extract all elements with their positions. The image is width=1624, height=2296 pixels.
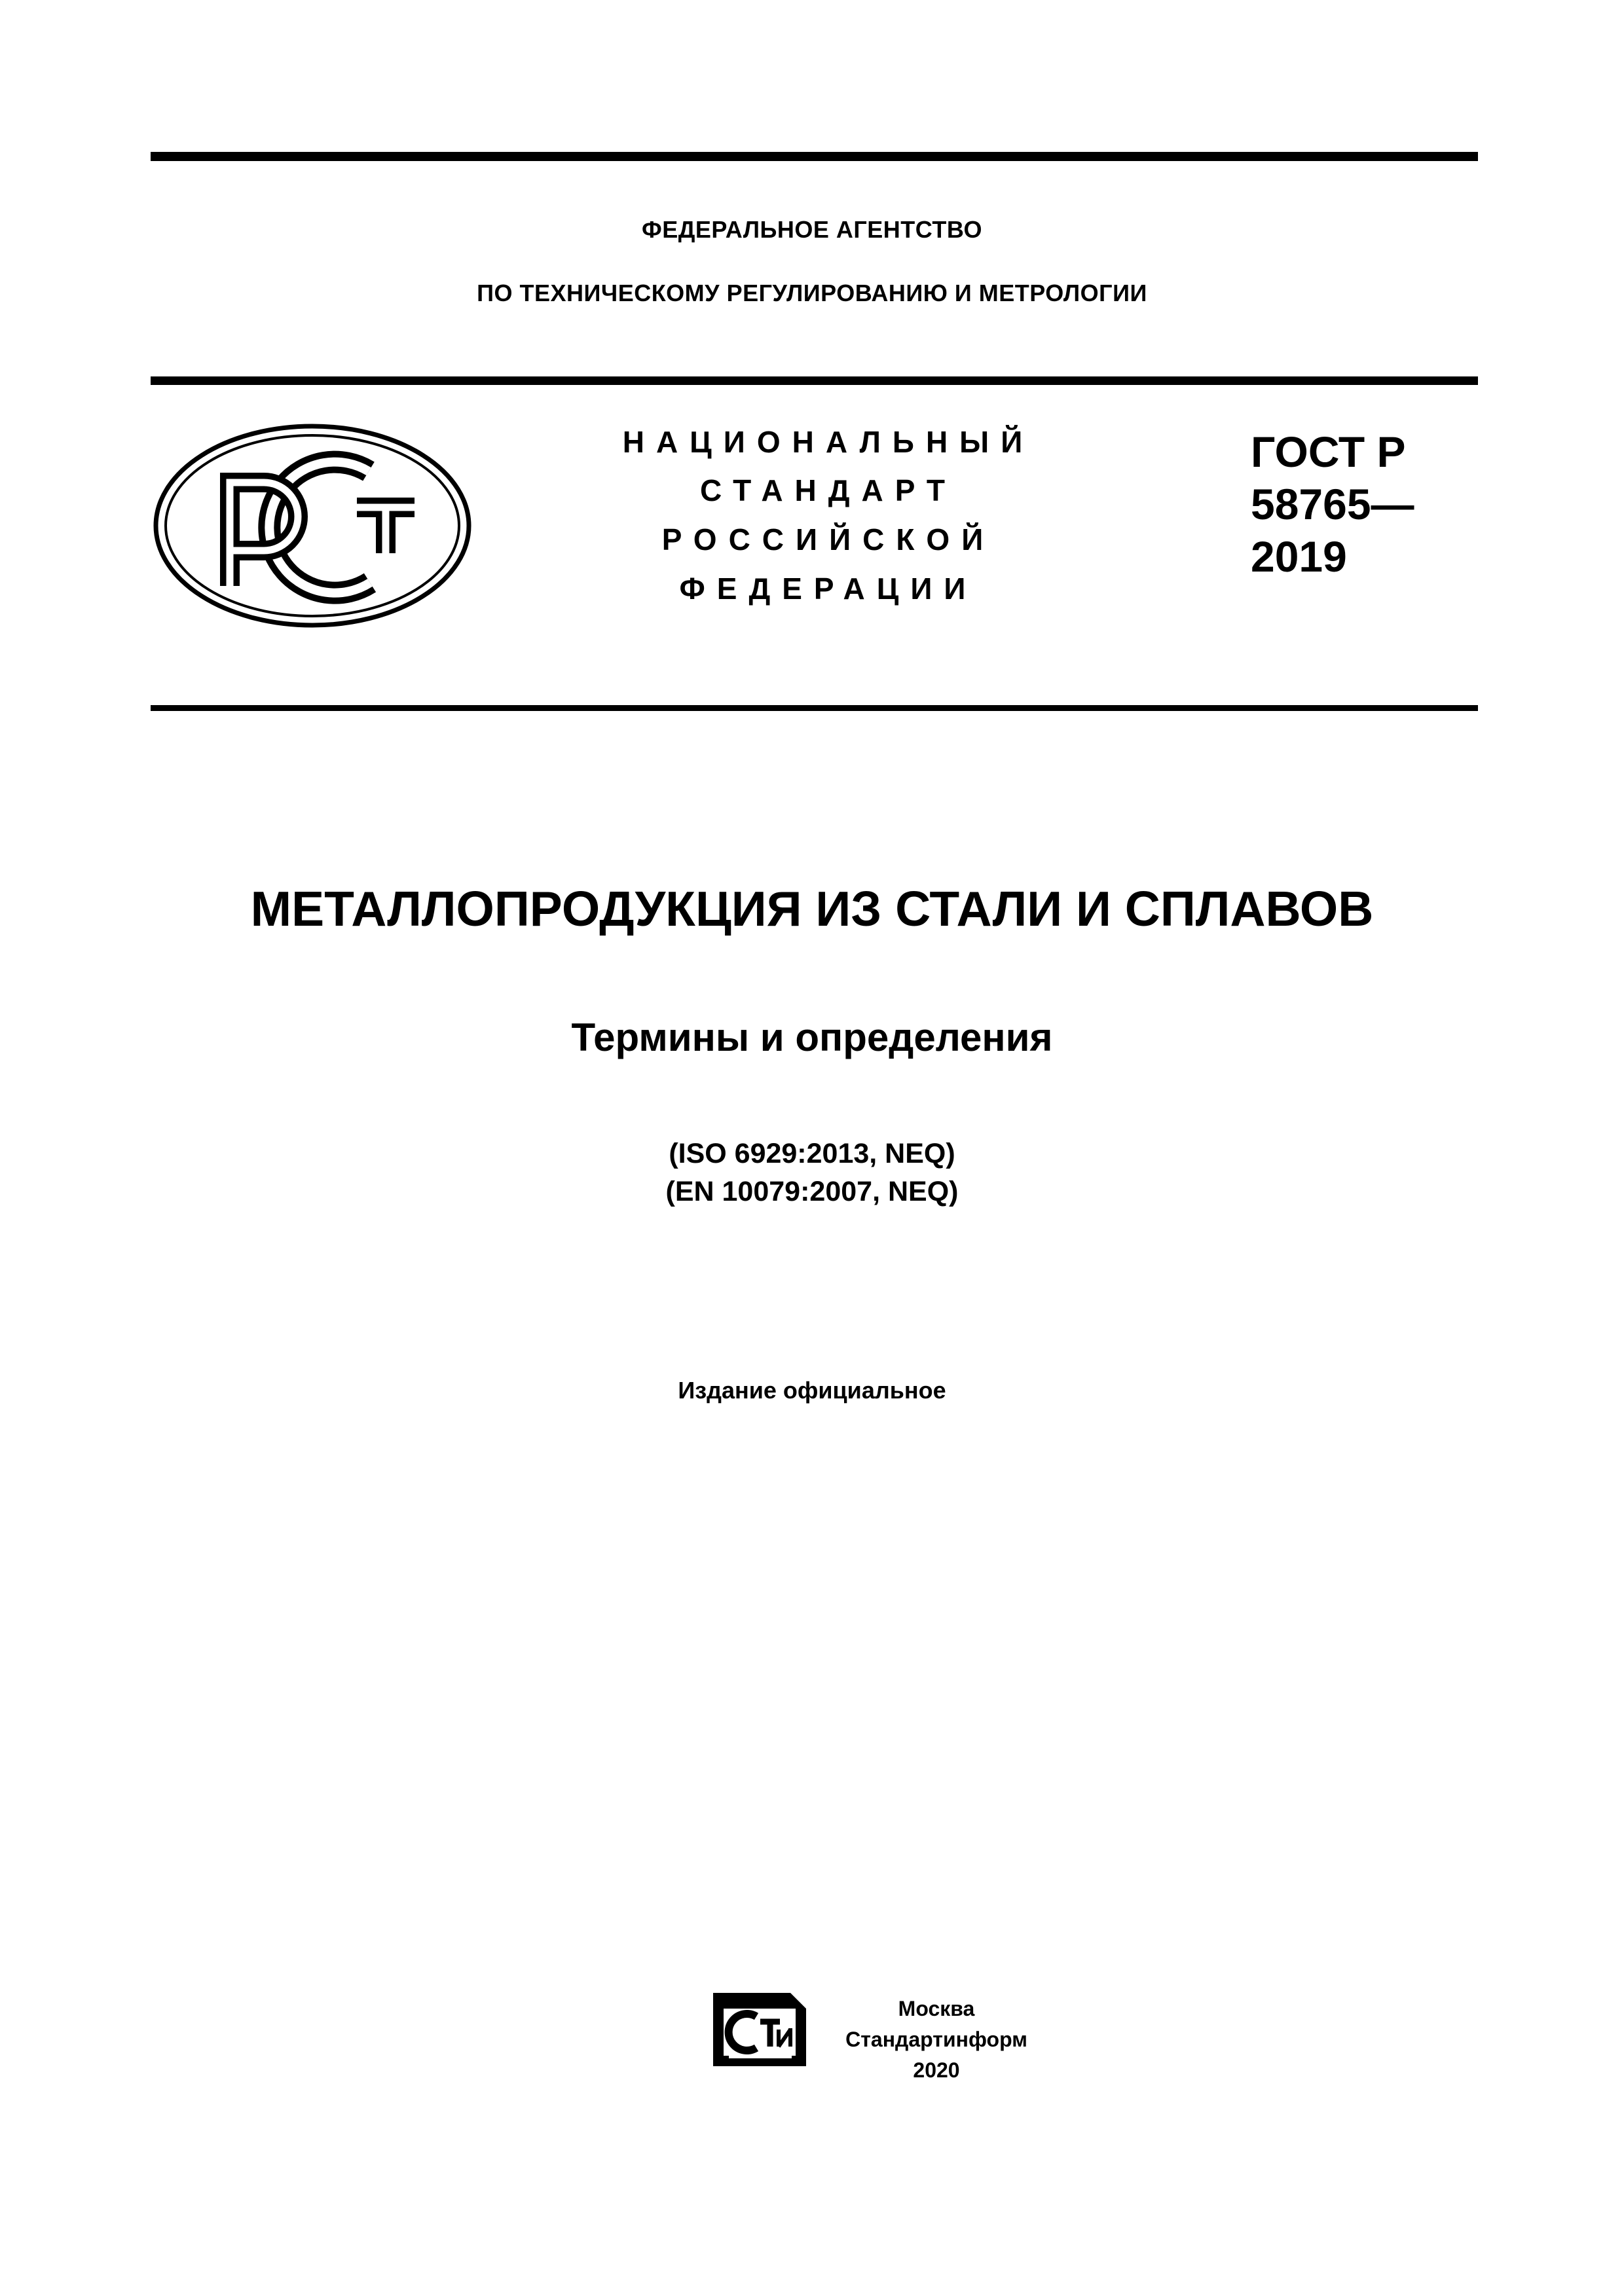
national-standard-line-4: ФЕДЕРАЦИИ [679, 572, 978, 606]
national-standard-line-2: СТАНДАРТ [700, 473, 957, 507]
document-title: МЕТАЛЛОПРОДУКЦИЯ ИЗ СТАЛИ И СПЛАВОВ [250, 881, 1374, 936]
international-references [0, 1135, 1624, 1211]
designation-prefix: ГОСТ Р [1251, 428, 1406, 476]
imprint [822, 1994, 1051, 2086]
agency-line-2: ПО ТЕХНИЧЕСКОМУ РЕГУЛИРОВАНИЮ И МЕТРОЛОГИИ [477, 280, 1147, 306]
edition-note: Издание официальное [678, 1377, 946, 1404]
document-subtitle: Термины и определения [571, 1015, 1053, 1059]
header-bottom-rule [151, 705, 1478, 711]
standard-designation [1251, 426, 1414, 583]
imprint-city: Москва [898, 1997, 975, 2020]
reference-iso: (ISO 6929:2013, NEQ) [669, 1138, 955, 1169]
agency-line-1: ФЕДЕРАЛЬНОЕ АГЕНТСТВО [642, 216, 982, 243]
national-standard-line-3: РОССИЙСКОЙ [661, 522, 995, 556]
gost-r-conformity-mark-icon [153, 422, 472, 630]
reference-en: (EN 10079:2007, NEQ) [665, 1176, 959, 1207]
standartinform-logo-icon [710, 1990, 809, 2069]
imprint-year: 2020 [913, 2058, 960, 2082]
designation-number: 58765— [1251, 480, 1414, 528]
top-rule [151, 152, 1478, 161]
national-standard-line-1: НАЦИОНАЛЬНЫЙ [622, 425, 1035, 459]
imprint-publisher: Стандартинформ [845, 2028, 1027, 2051]
header-top-rule [151, 376, 1478, 385]
designation-year: 2019 [1251, 532, 1347, 581]
